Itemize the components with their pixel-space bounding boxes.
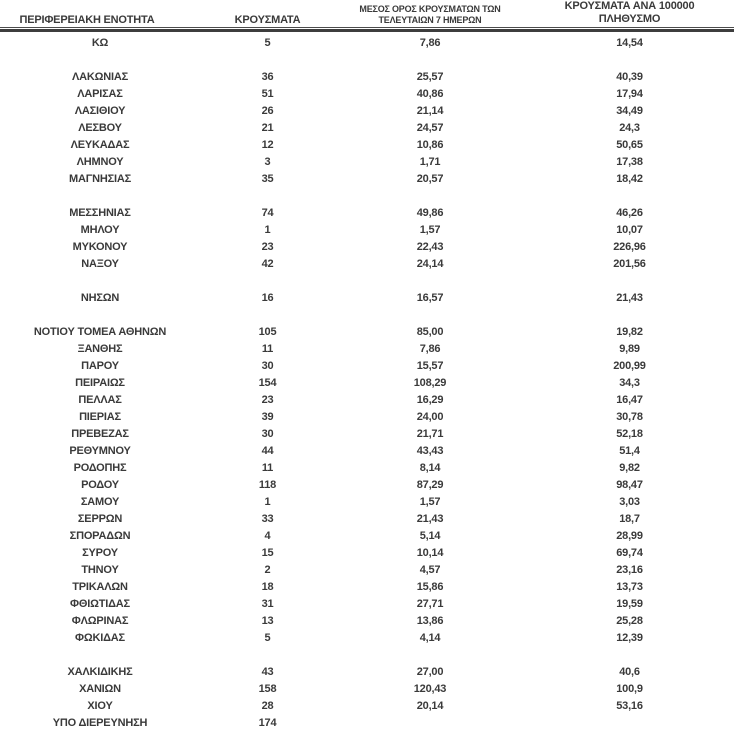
- cell-region: ΠΕΛΛΑΣ: [78, 394, 122, 406]
- cell-per100k: 16,47: [616, 394, 643, 406]
- table-row: [0, 239, 734, 256]
- cell-avg7days: 87,29: [416, 479, 444, 491]
- cell-per100k: 25,28: [616, 615, 643, 627]
- cell-cases: 51: [261, 88, 274, 100]
- cell-region: ΝΑΞΟΥ: [81, 258, 119, 270]
- cell-avg7days: 25,57: [416, 71, 444, 83]
- cell-avg7days: 7,86: [419, 343, 441, 355]
- cell-cases: 21: [261, 122, 274, 134]
- cell-per100k: 46,26: [616, 207, 643, 219]
- cell-per100k: 17,94: [616, 88, 643, 100]
- cell-avg7days: 16,57: [416, 292, 444, 304]
- table-row: [0, 460, 734, 477]
- row-gap: [0, 52, 734, 69]
- cell-cases: 43: [261, 666, 274, 678]
- cell-cases: 74: [261, 207, 274, 219]
- cell-region: ΦΘΙΩΤΙΔΑΣ: [70, 598, 130, 610]
- cell-region: ΧΙΟΥ: [87, 700, 113, 712]
- cell-region: ΧΑΝΙΩΝ: [79, 683, 121, 695]
- cell-per100k: 40,6: [619, 666, 640, 678]
- cell-cases: 174: [258, 717, 277, 729]
- cell-avg7days: 22,43: [416, 241, 444, 253]
- cell-region: ΦΩΚΙΔΑΣ: [75, 632, 125, 644]
- cell-per100k: 17,38: [616, 156, 643, 168]
- cell-avg7days: 15,57: [416, 360, 444, 372]
- cell-cases: 39: [261, 411, 274, 423]
- cell-avg7days: 43,43: [416, 445, 444, 457]
- cell-region: ΦΛΩΡΙΝΑΣ: [71, 615, 129, 627]
- cell-avg7days: 21,43: [416, 513, 444, 525]
- col-header-region: [0, 14, 200, 28]
- cell-per100k: 13,73: [616, 581, 643, 593]
- cell-cases: 23: [261, 394, 274, 406]
- cell-cases: 23: [261, 241, 274, 253]
- cell-avg7days: 1,57: [419, 224, 441, 236]
- cell-cases: 4: [264, 530, 271, 542]
- table-row: [0, 426, 734, 443]
- cell-avg7days: 1,57: [419, 496, 441, 508]
- cell-cases: 11: [261, 343, 274, 355]
- table-row: [0, 392, 734, 409]
- cell-per100k: 23,16: [616, 564, 643, 576]
- col-header-cases: [200, 14, 335, 28]
- cell-per100k: 28,99: [616, 530, 643, 542]
- table-row: [0, 69, 734, 86]
- cell-region: ΠΕΙΡΑΙΩΣ: [75, 377, 125, 389]
- cell-avg7days: 16,29: [416, 394, 444, 406]
- cell-region: ΣΠΟΡΑΔΩΝ: [69, 530, 131, 542]
- table-row: [0, 205, 734, 222]
- cell-per100k: 50,65: [616, 139, 643, 151]
- cell-per100k: 3,03: [619, 496, 640, 508]
- col-header-avg7days-line1: ΜΕΣΟΣ ΟΡΟΣ ΚΡΟΥΣΜΑΤΩΝ ΤΩΝ: [359, 4, 501, 14]
- table-row: [0, 545, 734, 562]
- cell-cases: 1: [264, 496, 271, 508]
- cell-cases: 118: [258, 479, 277, 491]
- cell-avg7days: 27,00: [416, 666, 444, 678]
- cell-cases: 26: [261, 105, 274, 117]
- table-row: [0, 324, 734, 341]
- cell-region: ΝΗΣΩΝ: [80, 292, 120, 304]
- table-header: [0, 0, 734, 27]
- cell-avg7days: 20,57: [416, 173, 444, 185]
- cell-per100k: 69,74: [616, 547, 643, 559]
- cell-cases: 12: [261, 139, 274, 151]
- cell-per100k: 14,54: [616, 37, 643, 49]
- table-row: [0, 103, 734, 120]
- table-row: [0, 358, 734, 375]
- table-row: [0, 681, 734, 698]
- cell-per100k: 19,82: [616, 326, 643, 338]
- cell-region: ΛΕΣΒΟΥ: [78, 122, 122, 134]
- cell-per100k: 226,96: [613, 241, 646, 253]
- row-gap: [0, 647, 734, 664]
- table-row: [0, 256, 734, 273]
- table-row: [0, 664, 734, 681]
- cell-region: ΛΑΡΙΣΑΣ: [77, 88, 123, 100]
- row-gap: [0, 307, 734, 324]
- table-row: [0, 715, 734, 732]
- cell-cases: 31: [261, 598, 274, 610]
- cell-region: ΜΕΣΣΗΝΙΑΣ: [69, 207, 131, 219]
- cell-region: ΝΟΤΙΟΥ ΤΟΜΕΑ ΑΘΗΝΩΝ: [33, 326, 167, 338]
- cell-avg7days: 21,71: [416, 428, 444, 440]
- cell-per100k: 12,39: [616, 632, 643, 644]
- cell-per100k: 9,89: [619, 343, 640, 355]
- cell-region: ΜΗΛΟΥ: [80, 224, 120, 236]
- table-row: [0, 375, 734, 392]
- cell-per100k: 24,3: [619, 122, 640, 134]
- cell-avg7days: 1,71: [419, 156, 441, 168]
- cell-cases: 16: [261, 292, 274, 304]
- cell-avg7days: 4,14: [419, 632, 441, 644]
- cell-region: ΞΑΝΘΗΣ: [77, 343, 123, 355]
- cell-cases: 5: [264, 37, 271, 49]
- cell-cases: 15: [261, 547, 274, 559]
- cell-cases: 35: [261, 173, 274, 185]
- table-row: [0, 613, 734, 630]
- cell-region: ΣΕΡΡΩΝ: [77, 513, 123, 525]
- cell-region: ΧΑΛΚΙΔΙΚΗΣ: [67, 666, 133, 678]
- cell-avg7days: 8,14: [419, 462, 441, 474]
- table-row: [0, 154, 734, 171]
- cell-region: ΡΟΔΟΠΗΣ: [73, 462, 127, 474]
- cell-region: ΤΡΙΚΑΛΩΝ: [72, 581, 128, 593]
- col-header-cases-label: ΚΡΟΥΣΜΑΤΑ: [234, 14, 301, 26]
- cell-avg7days: 40,86: [416, 88, 444, 100]
- cell-avg7days: 49,86: [416, 207, 444, 219]
- cell-cases: 158: [258, 683, 277, 695]
- cell-region: ΚΩ: [91, 37, 109, 49]
- cell-per100k: 10,07: [616, 224, 643, 236]
- table-row: [0, 698, 734, 715]
- cell-cases: 44: [261, 445, 274, 457]
- col-header-avg7days: [335, 4, 525, 28]
- cell-avg7days: 10,14: [416, 547, 444, 559]
- cell-region: ΤΗΝΟΥ: [81, 564, 119, 576]
- table-row: [0, 409, 734, 426]
- cell-cases: 33: [261, 513, 274, 525]
- cell-per100k: 18,42: [616, 173, 643, 185]
- cell-region: ΠΡΕΒΕΖΑΣ: [71, 428, 129, 440]
- cell-per100k: 200,99: [613, 360, 646, 372]
- cell-cases: 2: [264, 564, 271, 576]
- table-row: [0, 341, 734, 358]
- cell-avg7days: 15,86: [416, 581, 444, 593]
- cell-region: ΛΑΣΙΘΙΟΥ: [74, 105, 126, 117]
- cell-per100k: 30,78: [616, 411, 643, 423]
- table-row: [0, 35, 734, 52]
- table-row: [0, 630, 734, 647]
- table-row: [0, 120, 734, 137]
- cell-cases: 28: [261, 700, 274, 712]
- cell-avg7days: 24,14: [416, 258, 444, 270]
- table-row: [0, 494, 734, 511]
- cell-region: ΣΥΡΟΥ: [82, 547, 118, 559]
- cell-avg7days: 24,57: [416, 122, 444, 134]
- cell-per100k: 98,47: [616, 479, 643, 491]
- cell-per100k: [525, 715, 734, 732]
- cell-cases: 5: [264, 632, 271, 644]
- cell-avg7days: [335, 715, 525, 732]
- cell-cases: 18: [261, 581, 274, 593]
- cell-avg7days: 108,29: [413, 377, 447, 389]
- col-header-per100k-line1: ΚΡΟΥΣΜΑΤΑ ΑΝΑ 100000: [564, 0, 695, 12]
- cell-per100k: 52,18: [616, 428, 643, 440]
- cell-avg7days: 21,14: [416, 105, 444, 117]
- row-gap: [0, 188, 734, 205]
- cell-avg7days: 27,71: [416, 598, 444, 610]
- table-body: [0, 32, 734, 732]
- table-row: [0, 171, 734, 188]
- col-header-per100k-line2: ΠΛΗΘΥΣΜΟ: [598, 13, 661, 25]
- cell-cases: 36: [261, 71, 274, 83]
- cell-avg7days: 85,00: [416, 326, 444, 338]
- table-row: [0, 579, 734, 596]
- cell-region: ΣΑΜΟΥ: [80, 496, 120, 508]
- cell-per100k: 19,59: [616, 598, 643, 610]
- table-row: [0, 443, 734, 460]
- cell-cases: 13: [261, 615, 274, 627]
- cell-region: ΡΟΔΟΥ: [81, 479, 119, 491]
- cell-region: ΥΠΟ ΔΙΕΡΕΥΝΗΣΗ: [52, 717, 148, 729]
- cell-per100k: 100,9: [616, 683, 643, 695]
- cell-avg7days: 7,86: [419, 37, 441, 49]
- cell-per100k: 201,56: [613, 258, 646, 270]
- cell-region: ΠΙΕΡΙΑΣ: [79, 411, 121, 423]
- table-row: [0, 562, 734, 579]
- table-row: [0, 511, 734, 528]
- cell-avg7days: 13,86: [416, 615, 444, 627]
- cell-avg7days: 5,14: [419, 530, 441, 542]
- cell-per100k: 9,82: [619, 462, 640, 474]
- cell-cases: 30: [261, 428, 274, 440]
- cell-cases: 105: [258, 326, 277, 338]
- cell-region: ΛΕΥΚΑΔΑΣ: [70, 139, 130, 151]
- cell-region: ΜΑΓΝΗΣΙΑΣ: [68, 173, 131, 185]
- cell-cases: 3: [264, 156, 271, 168]
- col-header-per100k: [525, 0, 734, 28]
- cell-per100k: 34,49: [616, 105, 643, 117]
- cell-cases: 154: [258, 377, 277, 389]
- table-row: [0, 137, 734, 154]
- cell-per100k: 40,39: [616, 71, 643, 83]
- cell-avg7days: 24,00: [416, 411, 444, 423]
- cell-region: ΠΑΡΟΥ: [81, 360, 119, 372]
- cell-avg7days: 10,86: [416, 139, 444, 151]
- cell-per100k: 18,7: [619, 513, 640, 525]
- row-gap: [0, 273, 734, 290]
- cell-per100k: 53,16: [616, 700, 643, 712]
- cell-per100k: 51,4: [619, 445, 640, 457]
- table-row: [0, 86, 734, 103]
- table-row: [0, 222, 734, 239]
- table-row: [0, 528, 734, 545]
- cell-cases: 42: [261, 258, 274, 270]
- cell-region: ΡΕΘΥΜΝΟΥ: [69, 445, 131, 457]
- col-header-avg7days-line2: ΤΕΛΕΥΤΑΙΩΝ 7 ΗΜΕΡΩΝ: [378, 15, 482, 25]
- table-row: [0, 477, 734, 494]
- cell-per100k: 21,43: [616, 292, 643, 304]
- cell-cases: 1: [264, 224, 271, 236]
- col-header-region-label: ΠΕΡΙΦΕΡΕΙΑΚΗ ΕΝΟΤΗΤΑ: [19, 14, 155, 26]
- table-row: [0, 290, 734, 307]
- cell-avg7days: 120,43: [413, 683, 447, 695]
- cell-per100k: 34,3: [619, 377, 640, 389]
- cell-region: ΛΗΜΝΟΥ: [76, 156, 124, 168]
- cell-avg7days: 20,14: [416, 700, 444, 712]
- table-row: [0, 596, 734, 613]
- cell-region: ΜΥΚΟΝΟΥ: [72, 241, 128, 253]
- cell-cases: 30: [261, 360, 274, 372]
- cell-region: ΛΑΚΩΝΙΑΣ: [72, 71, 128, 83]
- cell-cases: 11: [261, 462, 274, 474]
- cell-avg7days: 4,57: [419, 564, 441, 576]
